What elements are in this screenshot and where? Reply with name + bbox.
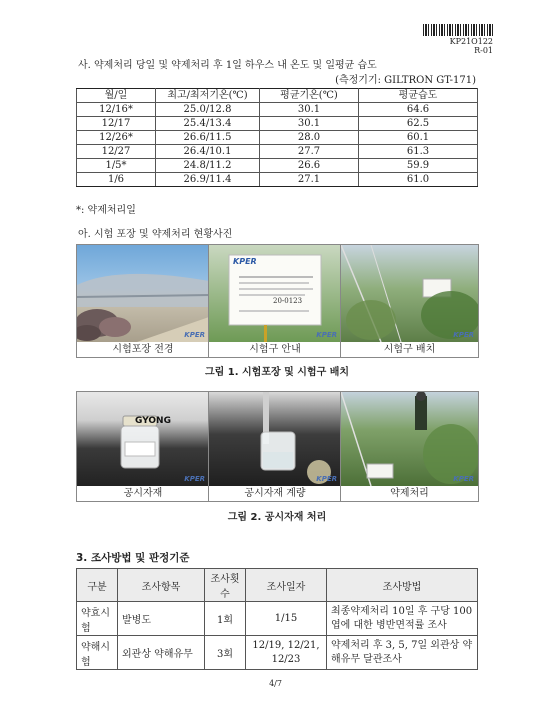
column-header: 월/일 — [77, 89, 156, 103]
column-header: 평균습도 — [359, 89, 478, 103]
sign-board-image — [209, 245, 341, 342]
column-header: 조사일자 — [246, 569, 327, 602]
doc-code: KP21O122 — [449, 37, 493, 46]
scale-brand-text: GYONG — [135, 416, 171, 426]
cell: 최종약제처리 10일 후 구당 100엽에 대한 병반면적률 조사 — [327, 602, 478, 636]
watermark: KPER — [453, 331, 474, 339]
cell: 27.7 — [260, 145, 359, 159]
cell: 26.4/10.1 — [156, 145, 260, 159]
cell: 61.0 — [359, 173, 478, 187]
figure1-title: 그림 1. 시험포장 및 시험구 배치 — [204, 367, 350, 378]
table-row — [77, 636, 478, 670]
column-header: 평균기온(℃) — [260, 89, 359, 103]
table-row — [77, 145, 478, 159]
cell: 25.4/13.4 — [156, 117, 260, 131]
climate-table — [76, 88, 478, 187]
photo-plot-layout — [340, 244, 479, 343]
table-row — [77, 131, 478, 145]
watermark: KPER — [316, 331, 337, 339]
photo-weighing — [208, 391, 342, 487]
table-header-row — [77, 569, 478, 602]
bottle-image — [77, 392, 209, 486]
table-row — [77, 117, 478, 131]
instrument-note: (측정기기: GILTRON GT-171) — [335, 75, 476, 86]
page-number: 4/7 — [269, 679, 282, 688]
photo-spraying — [340, 391, 479, 487]
cell: 60.1 — [359, 131, 478, 145]
cell: 발병도 — [118, 602, 205, 636]
cell: 25.0/12.8 — [156, 103, 260, 117]
section-sa-title: 사. 약제처리 당일 및 약제처리 후 1일 하우스 내 온도 및 일평균 습도 — [78, 60, 377, 71]
cell: 30.1 — [260, 103, 359, 117]
column-header: 조사방법 — [327, 569, 478, 602]
cell: 외관상 약해유무 — [118, 636, 205, 670]
cell: 12/26* — [77, 131, 156, 145]
cell: 1회 — [205, 602, 246, 636]
photo-field-overview — [76, 244, 210, 343]
cell: 61.3 — [359, 145, 478, 159]
cell: 64.6 — [359, 103, 478, 117]
cell: 59.9 — [359, 159, 478, 173]
caption-plot-layout: 시험구 배치 — [340, 342, 479, 358]
cell: 12/17 — [77, 117, 156, 131]
cell: 26.6 — [260, 159, 359, 173]
caption-plot-guide: 시험구 안내 — [208, 342, 342, 358]
section3-title: 3. 조사방법 및 판정기준 — [76, 552, 190, 564]
cell: 30.1 — [260, 117, 359, 131]
watermark: KPER — [453, 475, 474, 483]
revision: R-01 — [474, 46, 493, 55]
cell: 12/16* — [77, 103, 156, 117]
cell: 1/6 — [77, 173, 156, 187]
caption-field-overview: 시험포장 전경 — [76, 342, 210, 358]
cell: 27.1 — [260, 173, 359, 187]
table-row — [77, 173, 478, 187]
section-a-title: 아. 시험 포장 및 약제처리 현황사진 — [78, 229, 233, 240]
column-header: 최고/최저기온(℃) — [156, 89, 260, 103]
caption-spraying: 약제처리 — [340, 486, 479, 502]
footnote: *: 약제처리일 — [76, 205, 136, 216]
cell: 26.9/11.4 — [156, 173, 260, 187]
cell: 1/5* — [77, 159, 156, 173]
watermark: KPER — [184, 475, 205, 483]
cell: 약해시험 — [77, 636, 118, 670]
cell: 3회 — [205, 636, 246, 670]
watermark: KPER — [316, 475, 337, 483]
method-table — [76, 568, 478, 670]
cell: 26.6/11.5 — [156, 131, 260, 145]
photo-plot-guide — [208, 244, 342, 343]
watermark: KPER — [184, 331, 205, 339]
table-row — [77, 159, 478, 173]
table-row — [77, 602, 478, 636]
cell: 1/15 — [246, 602, 327, 636]
cell: 24.8/11.2 — [156, 159, 260, 173]
cell: 약제처리 후 3, 5, 7일 외관상 약해유무 달관조사 — [327, 636, 478, 670]
photo-test-material — [76, 391, 210, 487]
greenhouse-rows-image — [341, 245, 478, 342]
caption-weighing: 공시자재 계량 — [208, 486, 342, 502]
cell: 12/19, 12/21, 12/23 — [246, 636, 327, 670]
table-row — [77, 103, 478, 117]
caption-test-material: 공시자재 — [76, 486, 210, 502]
cell: 62.5 — [359, 117, 478, 131]
sign-brand: KPER — [233, 257, 257, 266]
cell: 12/27 — [77, 145, 156, 159]
column-header: 조사항목 — [118, 569, 205, 602]
table-header-row — [77, 89, 478, 103]
figure2-title: 그림 2. 공시자재 처리 — [227, 512, 327, 523]
sign-code: 20-0123 — [273, 297, 303, 305]
column-header: 구분 — [77, 569, 118, 602]
greenhouse-image — [77, 245, 209, 342]
cell: 약효시험 — [77, 602, 118, 636]
cell: 28.0 — [260, 131, 359, 145]
column-header: 조사횟수 — [205, 569, 246, 602]
pipette-image — [209, 392, 341, 486]
barcode — [423, 24, 493, 36]
spraying-image — [341, 392, 478, 486]
